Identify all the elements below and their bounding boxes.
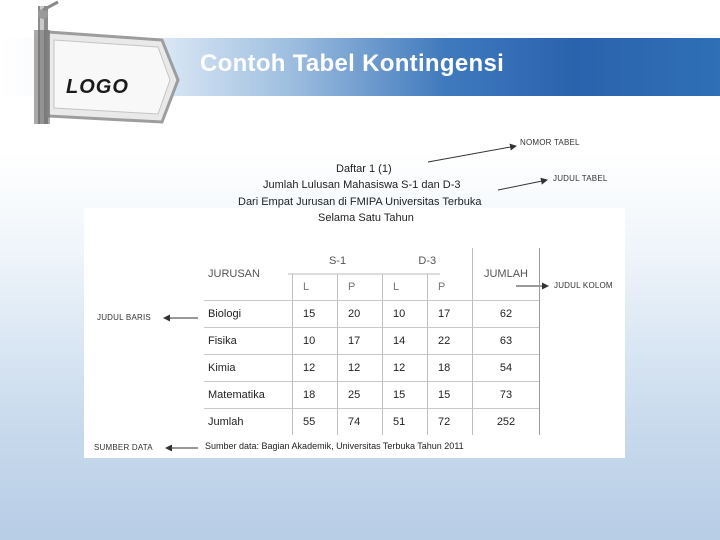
cell-s1-p: 74 — [338, 409, 383, 436]
contingency-table — [204, 248, 540, 435]
row-label: Biologi — [204, 301, 293, 328]
label-judul-kolom: JUDUL KOLOM — [554, 281, 613, 290]
header-jurusan: JURUSAN — [208, 268, 260, 280]
header-s1-p: P — [338, 274, 383, 301]
table-row — [204, 355, 540, 382]
table-title-line-2: Dari Empat Jurusan di FMIPA Universitas Terbuka — [238, 196, 482, 208]
cell-s1-l: 18 — [293, 382, 338, 409]
table-row-total — [204, 409, 540, 436]
row-label: Kimia — [204, 355, 293, 382]
table-row — [204, 328, 540, 355]
table-header-row — [204, 248, 540, 274]
cell-s1-l: 15 — [293, 301, 338, 328]
source-note: Sumber data: Bagian Akademik, Universitas Terbuka Tahun 2011 — [205, 441, 464, 451]
cell-total: 62 — [473, 301, 540, 328]
arrow-nomor-tabel — [428, 146, 516, 162]
cell-s1-l: 10 — [293, 328, 338, 355]
logo-text: LOGO — [66, 76, 129, 98]
cell-s1-p: 25 — [338, 382, 383, 409]
label-judul-baris: JUDUL BARIS — [97, 313, 151, 322]
cell-d3-p: 22 — [428, 328, 473, 355]
arrow-judul-tabel — [498, 180, 547, 190]
cell-d3-p: 18 — [428, 355, 473, 382]
cell-d3-l: 10 — [383, 301, 428, 328]
label-judul-tabel: JUDUL TABEL — [553, 174, 608, 183]
header-s1-l: L — [293, 274, 338, 301]
row-label: Fisika — [204, 328, 293, 355]
table-number: Daftar 1 (1) — [336, 163, 392, 175]
table-title-line-1: Jumlah Lulusan Mahasiswa S-1 dan D-3 — [263, 179, 461, 191]
table-row — [204, 382, 540, 409]
cell-d3-p: 15 — [428, 382, 473, 409]
cell-s1-p: 20 — [338, 301, 383, 328]
label-nomor-tabel: NOMOR TABEL — [520, 138, 580, 147]
header-jumlah: JUMLAH — [473, 248, 540, 301]
header-d3-l: L — [383, 274, 428, 301]
cell-d3-l: 12 — [383, 355, 428, 382]
label-sumber-data: SUMBER DATA — [94, 443, 153, 452]
cell-s1-p: 17 — [338, 328, 383, 355]
cell-d3-l: 14 — [383, 328, 428, 355]
slide-title: Contoh Tabel Kontingensi — [200, 50, 505, 77]
table-row — [204, 301, 540, 328]
header-d3-p: P — [428, 274, 473, 301]
row-label: Jumlah — [204, 409, 293, 436]
row-label: Matematika — [204, 382, 293, 409]
cell-s1-p: 12 — [338, 355, 383, 382]
cell-total: 252 — [473, 409, 540, 436]
cell-total: 63 — [473, 328, 540, 355]
cell-s1-l: 12 — [293, 355, 338, 382]
cell-total: 54 — [473, 355, 540, 382]
table-title-line-3: Selama Satu Tahun — [318, 212, 414, 224]
header-d3: D-3 — [418, 255, 437, 267]
cell-d3-p: 72 — [428, 409, 473, 436]
cell-d3-l: 15 — [383, 382, 428, 409]
cell-total: 73 — [473, 382, 540, 409]
cell-d3-l: 51 — [383, 409, 428, 436]
header-s1: S-1 — [328, 255, 347, 267]
cell-s1-l: 55 — [293, 409, 338, 436]
cell-d3-p: 17 — [428, 301, 473, 328]
